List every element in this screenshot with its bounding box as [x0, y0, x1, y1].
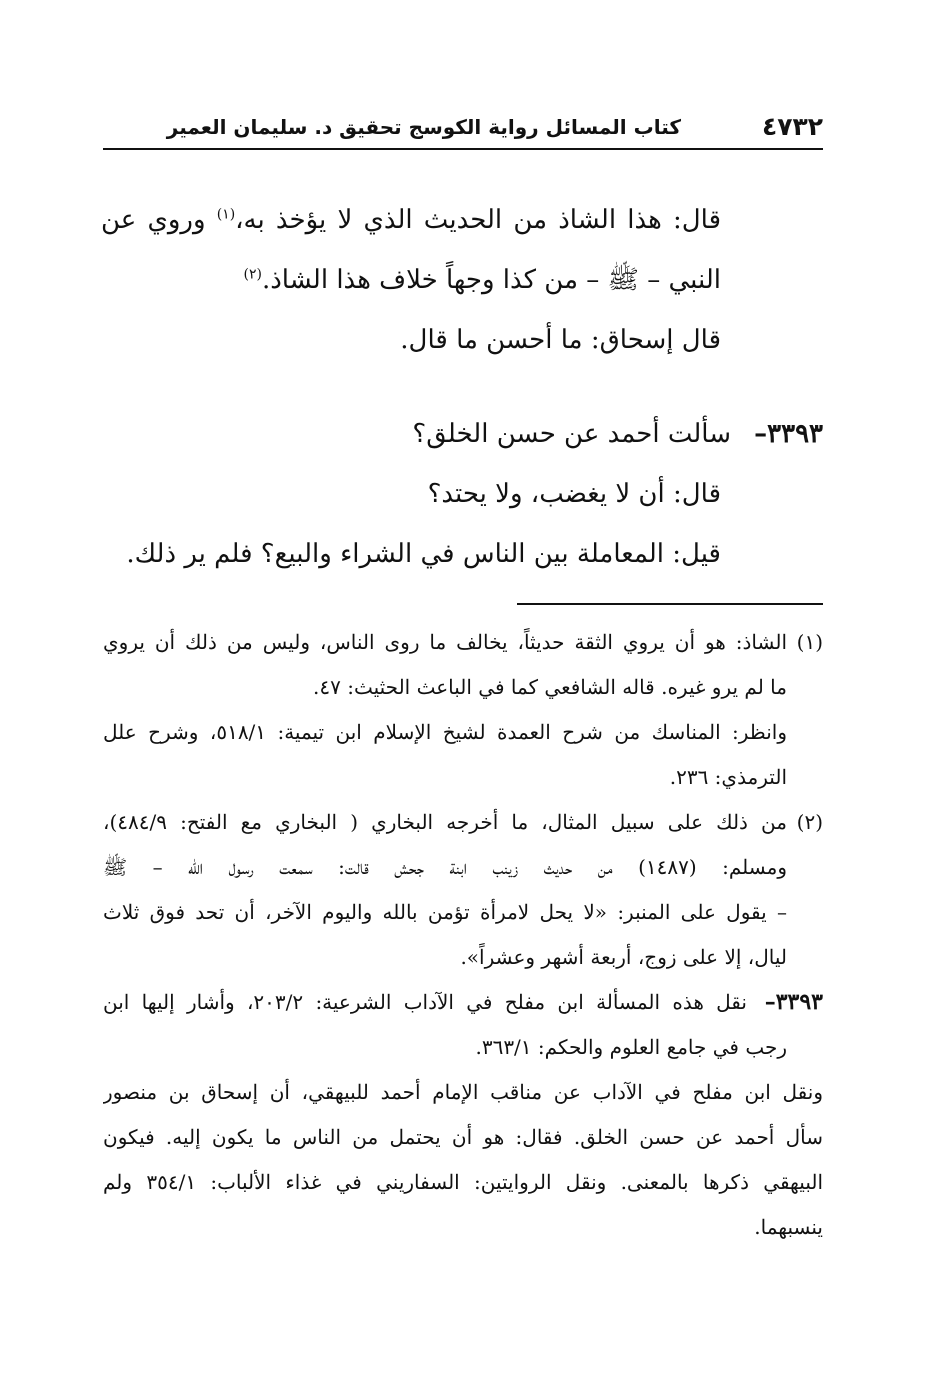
- footnote-3393-line-4: سأل أحمد عن حسن الخلق. فقال: هو أن يحتمل من الناس ما يكون إليه. فيكون: [103, 1125, 823, 1149]
- footnote-separator: [517, 603, 823, 605]
- footnote-3393-text-1: نقل هذه المسألة ابن مفلح في الآداب الشرعية: ٢٠٣/٢، وأشار إليها ابن: [103, 990, 747, 1014]
- footnote-2-text-1: من ذلك على سبيل المثال، ما أخرجه البخاري ( البخاري مع الفتح: ٤٨٤/٩)،: [103, 810, 787, 834]
- footnote-2-line-3: – يقول على المنبر: «لا يحل لامرأة تؤمن بالله واليوم الآخر، أن تحد فوق ثلاث: [103, 900, 787, 924]
- footnote-2-line-1: [103, 800, 823, 845]
- main-line-1: [101, 190, 721, 250]
- main-line-2: [103, 250, 721, 310]
- footnote-3393-label: ٣٣٩٣–: [764, 989, 823, 1015]
- footnote-3393-line-3: ونقل ابن مفلح في الآداب عن مناقب الإمام أحمد للبيهقي، أن إسحاق بن منصور: [103, 1080, 823, 1104]
- footnote-3393-line-1: [103, 980, 823, 1025]
- footnote-3393-line-2: رجب في جامع العلوم والحكم: ٣٦٣/١.: [475, 1035, 787, 1059]
- footnote-1-line-1: [103, 620, 823, 665]
- footnotes: [103, 620, 823, 1250]
- footnote-1-label: (١): [796, 630, 823, 654]
- entry-answer-1: قال: أن لا يغضب، ولا يحتد؟: [427, 479, 721, 509]
- footnote-2-line-2: ومسلم: (١٤٨٧) من حديث زينب ابنة جحش قالت: سمعت رسول الله – ﷺ: [103, 855, 787, 879]
- page-number: ٤٧٣٢: [761, 112, 823, 141]
- main-text: [103, 190, 721, 370]
- footnote-1-text-1: الشاذ: هو أن يروي الثقة حديثاً، يخالف ما روى الناس، وليس من ذلك أن يروي: [103, 630, 787, 654]
- running-header: [103, 108, 823, 150]
- footnote-1-line-3: وانظر: المناسك من شرح العمدة لشيخ الإسلام ابن تيمية: ٥١٨/١، وشرح علل: [103, 720, 787, 744]
- main-line-3: قال إسحاق: ما أحسن ما قال.: [400, 325, 721, 355]
- entry-answer-line-1: [103, 464, 823, 524]
- footnote-1-line-4: الترمذي: ٢٣٦.: [669, 765, 787, 789]
- footnote-ref-2: (٢): [243, 266, 262, 283]
- footnote-3393-line-6: ينسبهما.: [754, 1215, 823, 1239]
- footnote-ref-1: (١): [216, 206, 236, 223]
- entry-question-line: [103, 404, 823, 464]
- entry-3393: [103, 404, 823, 584]
- footnote-3393-line-5: البيهقي ذكرها بالمعنى. ونقل الروايتين: السفاريني في غذاء الألباب: ٣٥٤/١ ولم: [103, 1170, 823, 1194]
- main-line-1-tail: وروي عن: [101, 205, 217, 235]
- main-line-2-text: النبي – ﷺ – من كذا وجهاً خلاف هذا الشاذ.: [261, 265, 721, 295]
- entry-answer-2: قيل: المعاملة بين الناس في الشراء والبيع؟ فلم ير ذلك.: [126, 539, 721, 569]
- main-line-1-text: قال: هذا الشاذ من الحديث الذي لا يؤخذ به،: [235, 205, 721, 235]
- book-title: كتاب المسائل رواية الكوسج تحقيق د. سليمان العمير: [166, 115, 681, 139]
- footnote-2-line-4: ليال، إلا على زوج، أربعة أشهر وعشراً».: [460, 945, 787, 969]
- entry-answer-line-2: [103, 524, 823, 584]
- footnote-1-line-2: ما لم يرو غيره. قاله الشافعي كما في الباعث الحثيث: ٤٧.: [313, 675, 787, 699]
- entry-number: ٣٣٩٣–: [754, 419, 823, 449]
- footnote-2-label: (٢): [796, 810, 823, 834]
- entry-question: سألت أحمد عن حسن الخلق؟: [412, 419, 731, 449]
